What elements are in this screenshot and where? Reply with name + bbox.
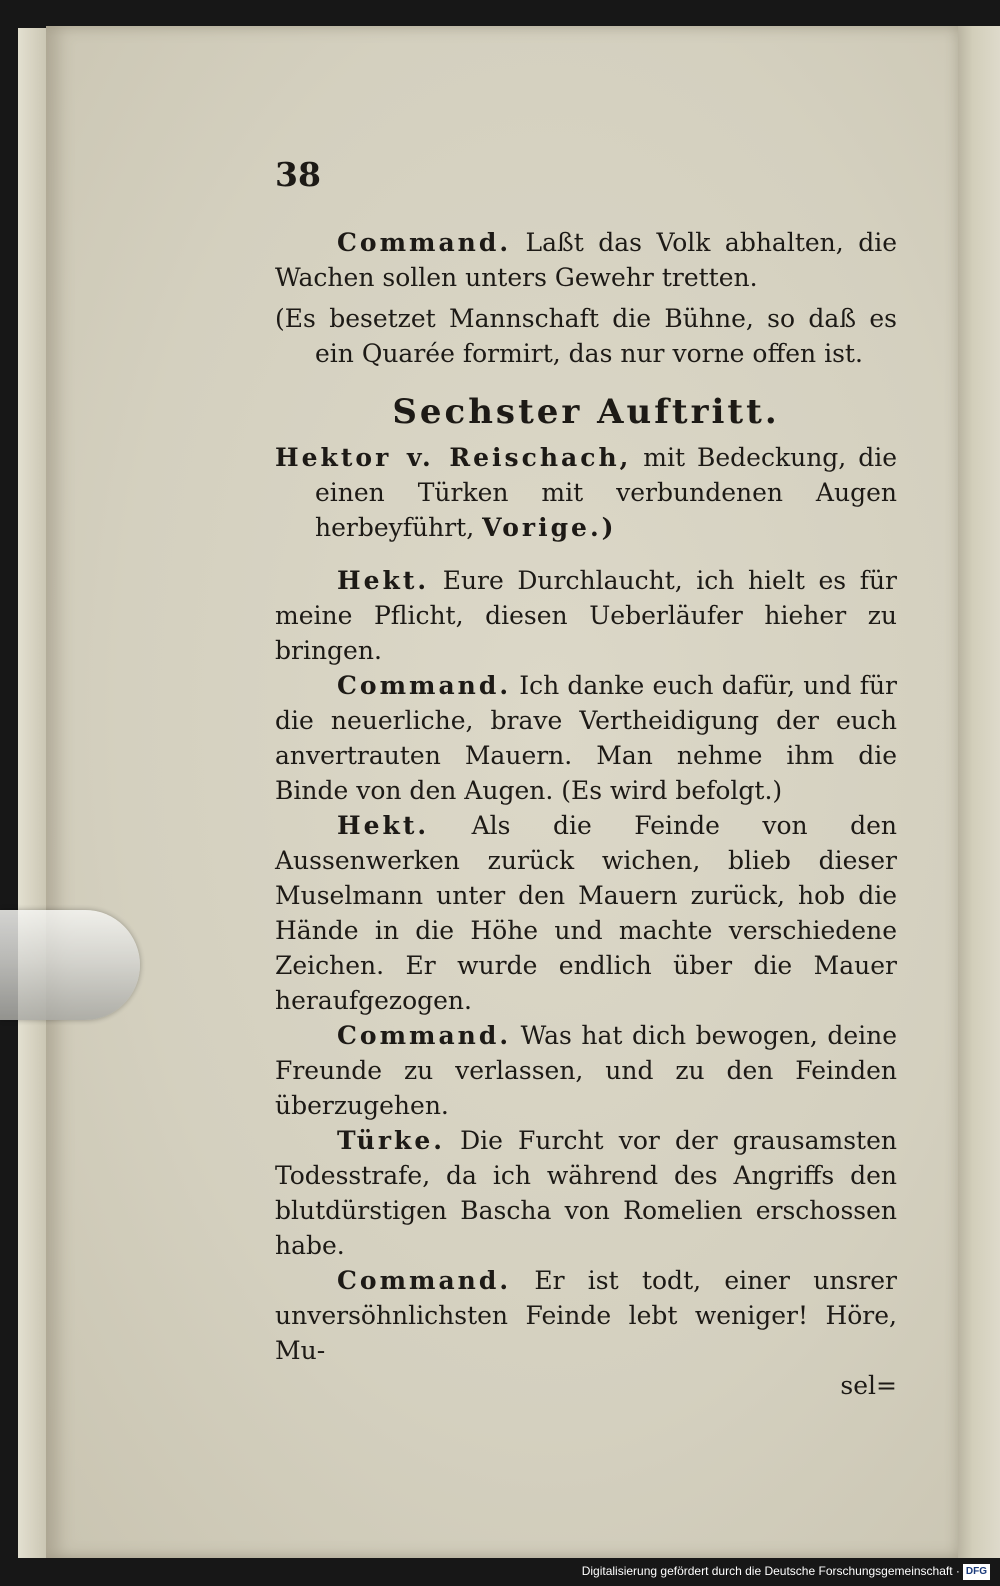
dialogue-text: Laßt das Volk abhalten, die Wachen sollen unters Gewehr tretten.: [275, 228, 897, 292]
dfg-logo: DFG: [963, 1564, 990, 1580]
paragraph-4: [275, 808, 897, 1018]
stage-direction-1: (Es besetzet Mannschaft die Bühne, so daß es ein Quarée formirt, das nur vorne offen ist.: [275, 304, 897, 368]
speaker-label: Command.: [337, 228, 512, 257]
speaker-label: Command.: [337, 671, 512, 700]
dialogue-text: Eure Durchlaucht, ich hielt es für meine Pflicht, diesen Ueberläufer hieher zu bringen.: [275, 566, 897, 665]
paragraph-5: [275, 1018, 897, 1123]
page-holder-clip: [0, 910, 140, 1020]
dialogue-text: Als die Feinde von den Aussenwerken zurück wichen, blieb dieser Muselmann unter den Mauern zurück, hob die Hände in die Höhe und machte verschiedene Zeichen. Er wurde endlich über die Mauer heraufgezogen.: [275, 811, 897, 1015]
stage-direction-2: [275, 440, 897, 545]
stage-others: Vorige.): [482, 513, 617, 542]
speaker-label: Hekt.: [337, 811, 430, 840]
dialogue-text: Die Furcht vor der grausamsten Todesstrafe, da ich während des Angriffs den blutdürstigen Bascha von Romelien erschossen habe.: [275, 1126, 897, 1260]
stage-inline: (Es wird befolgt.): [561, 776, 783, 805]
paragraph-6: [275, 1123, 897, 1263]
book-left-edge: [18, 28, 48, 1558]
speaker-label: Türke.: [337, 1126, 445, 1155]
paragraph-1: [275, 225, 897, 295]
dialogue-text: Ich danke euch dafür, und für die neuerliche, brave Vertheidigung der euch anvertrauten Mauern. Man nehme ihm die Binde von den Augen.: [275, 671, 897, 805]
speaker-label: Hekt.: [337, 566, 430, 595]
footer-text: Digitalisierung gefördert durch die Deutsche Forschungsgemeinschaft ·: [581, 1564, 960, 1579]
stage-text: mit Bedeckung, die einen Türken mit verbundenen Augen herbeyführt,: [315, 443, 897, 542]
book-right-edge: [958, 26, 1000, 1558]
page-number: 38: [275, 155, 321, 194]
stage-character: Hektor v. Reischach,: [275, 443, 632, 472]
speaker-label: Command.: [337, 1266, 512, 1295]
scene-title: Sechster Auftritt.: [392, 392, 780, 432]
page-text: [275, 150, 897, 1403]
paragraph-3: [275, 668, 897, 808]
paragraph-7: [275, 1263, 897, 1368]
speaker-label: Command.: [337, 1021, 512, 1050]
dialogue-text: Was hat dich bewogen, deine Freunde zu verlassen, und zu den Feinden überzugehen.: [275, 1021, 898, 1120]
catchword: sel=: [840, 1371, 897, 1400]
paragraph-2: [275, 563, 897, 668]
dialogue-text: Er ist todt, einer unsrer unversöhnlichsten Feinde lebt weniger! Höre, Mu-: [275, 1266, 897, 1365]
footer-credit: [582, 1563, 990, 1580]
